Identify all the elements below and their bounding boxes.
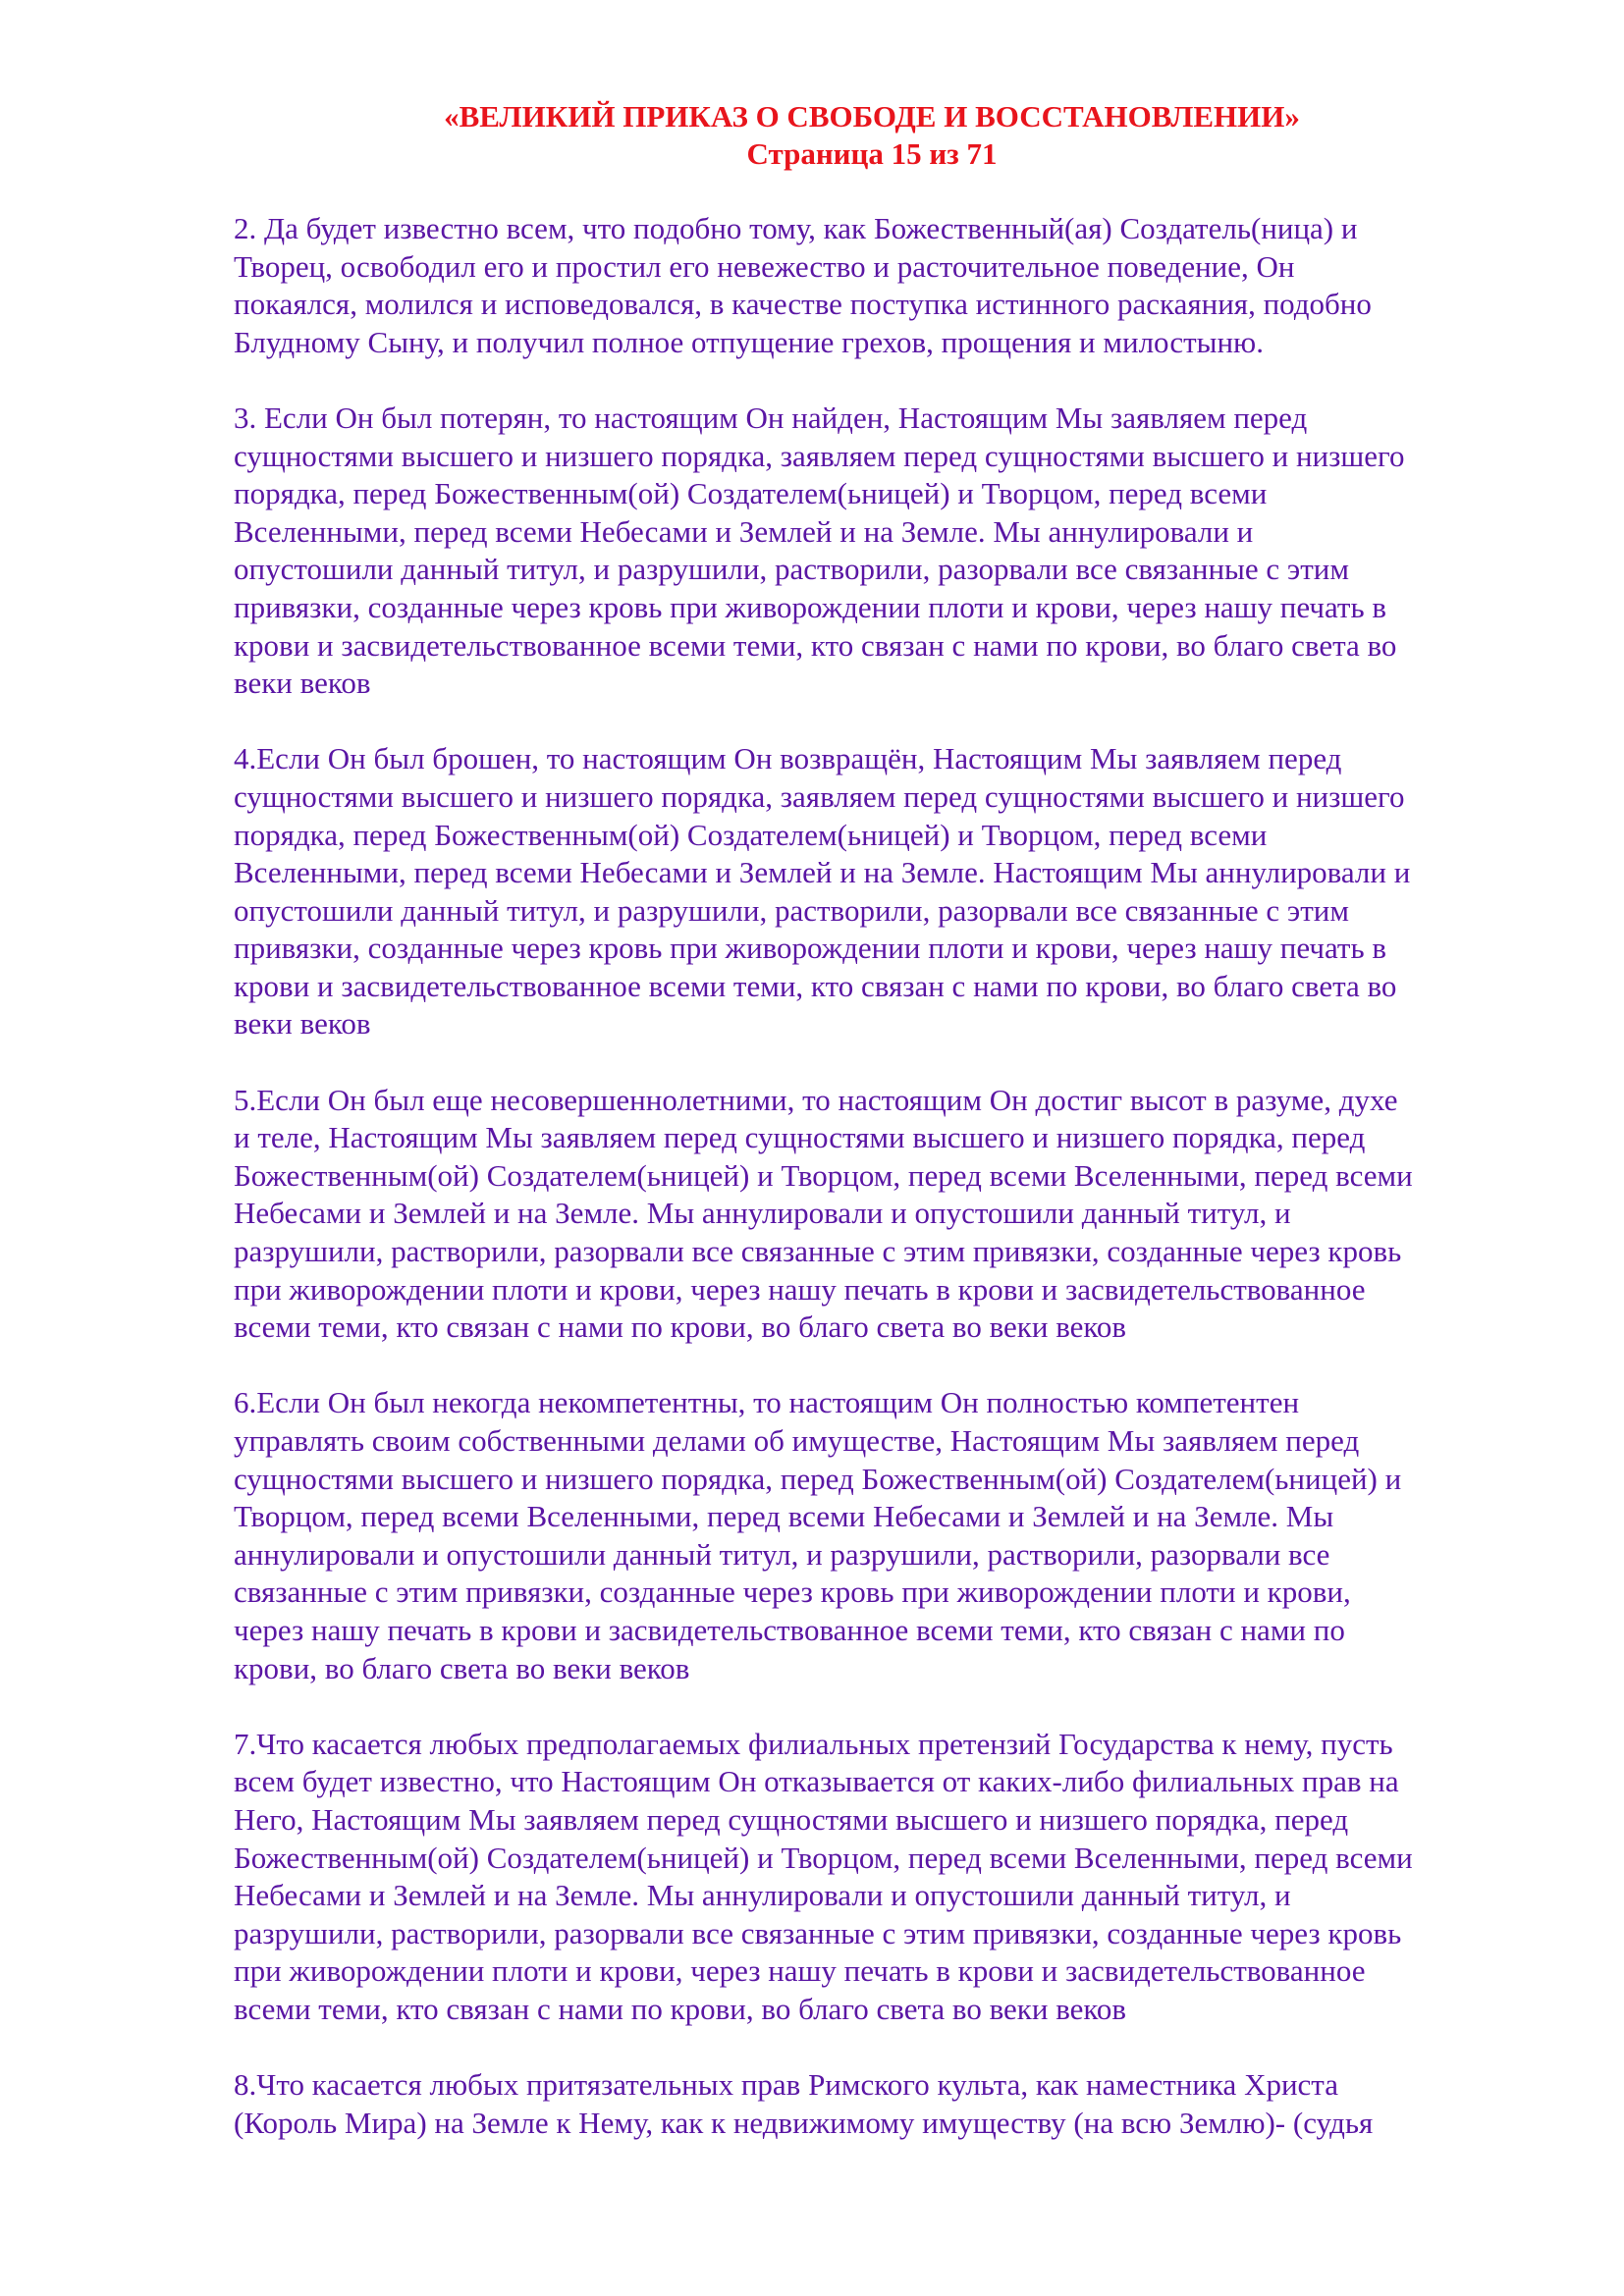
paragraph-line: веки веков	[234, 666, 371, 701]
paragraph-line: аннулировали и опустошили данный титул, и разрушили, растворили, разорвали все	[234, 1536, 1330, 1572]
paragraph	[234, 1726, 1530, 2029]
paragraph-line: сущностями высшего и низшего порядка, заявляем перед сущностями высшего и низшего	[234, 438, 1405, 473]
paragraph-line: привязки, созданные через кровь при живорождении плоти и крови, через нашу печать в	[234, 589, 1387, 624]
paragraph-line: крови и засвидетельствованное всеми теми, кто связан с нами по крови, во благо света во	[234, 627, 1397, 663]
paragraph-line: Божественным(ой) Создателем(ьницей) и Творцом, перед всеми Вселенными, перед всеми	[234, 1840, 1413, 1875]
paragraph	[234, 1082, 1530, 1347]
paragraph-line: 2. Да будет известно всем, что подобно тому, как Божественный(ая) Создатель(ница) и	[234, 211, 1358, 245]
paragraph-line: разрушили, растворили, разорвали все связанные с этим привязки, созданные через кровь	[234, 1915, 1402, 1950]
paragraph-line: Божественным(ой) Создателем(ьницей) и Творцом, перед всеми Вселенными, перед всеми	[234, 1157, 1413, 1193]
paragraph-line: (Король Мира) на Земле к Нему, как к недвижимому имуществу (на всю Землю)- (судья	[234, 2105, 1374, 2140]
paragraph-line: 4.Если Он был брошен, то настоящим Он возвращён, Настоящим Мы заявляем перед	[234, 741, 1342, 776]
paragraph-line: Вселенными, перед всеми Небесами и Землей и на Земле. Настоящим Мы аннулировали и	[234, 855, 1411, 890]
paragraph-line: Блудному Сыну, и получил полное отпущение грехов, прощения и милостыню.	[234, 324, 1264, 359]
document-title: «ВЕЛИКИЙ ПРИКАЗ О СВОБОДЕ И ВОССТАНОВЛЕНИИ»	[444, 99, 1300, 133]
paragraph-line: Творцом, перед всеми Вселенными, перед всеми Небесами и Землей и на Земле. Мы	[234, 1499, 1334, 1534]
paragraph	[234, 400, 1530, 703]
paragraph-line: опустошили данный титул, и разрушили, растворили, разорвали все связанные с этим	[234, 552, 1349, 587]
paragraph	[234, 210, 1530, 361]
paragraph-line: Него, Настоящим Мы заявляем перед сущностями высшего и низшего порядка, перед	[234, 1801, 1349, 1837]
page-header	[234, 98, 1510, 173]
paragraph-line: порядка, перед Божественным(ой) Создателем(ьницей) и Творцом, перед всеми	[234, 817, 1268, 852]
paragraph-line: всеми теми, кто связан с нами по крови, во благо света во веки веков	[234, 1309, 1127, 1345]
paragraph-line: 8.Что касается любых притязательных прав Римского культа, как наместника Христа	[234, 2067, 1338, 2103]
paragraph	[234, 2066, 1530, 2142]
paragraph-line: опустошили данный титул, и разрушили, растворили, разорвали все связанные с этим	[234, 892, 1349, 928]
paragraph-line: 3. Если Он был потерян, то настоящим Он найден, Настоящим Мы заявляем перед	[234, 400, 1308, 435]
paragraph-line: покаялся, молился и исповедовался, в качестве поступка истинного раскаяния, подобно	[234, 287, 1372, 322]
paragraph	[234, 1384, 1530, 1687]
paragraph-line: порядка, перед Божественным(ой) Создателем(ьницей) и Творцом, перед всеми	[234, 476, 1268, 511]
paragraph-line: крови и засвидетельствованное всеми теми, кто связан с нами по крови, во благо света во	[234, 968, 1397, 1003]
paragraph-line: всем будет известно, что Настоящим Он отказывается от каких-либо филиальных прав на	[234, 1764, 1399, 1799]
paragraph-line: сущностями высшего и низшего порядка, заявляем перед сущностями высшего и низшего	[234, 778, 1405, 814]
paragraph-line: Небесами и Землей и на Земле. Мы аннулировали и опустошили данный титул, и	[234, 1878, 1291, 1913]
paragraph-line: и теле, Настоящим Мы заявляем перед сущностями высшего и низшего порядка, перед	[234, 1120, 1366, 1155]
document-body	[234, 210, 1530, 2180]
paragraph-line: крови, во благо света во веки веков	[234, 1650, 690, 1685]
paragraph-line: веки веков	[234, 1006, 371, 1041]
paragraph-line: 5.Если Он был еще несовершеннолетними, то настоящим Он достиг высот в разуме, духе	[234, 1082, 1398, 1117]
paragraph-line: привязки, созданные через кровь при живорождении плоти и крови, через нашу печать в	[234, 931, 1387, 966]
paragraph-line: 6.Если Он был некогда некомпетентны, то настоящим Он полностью компетентен	[234, 1385, 1300, 1420]
page-number-label: Страница 15 из 71	[746, 136, 998, 171]
paragraph-line: всеми теми, кто связан с нами по крови, во благо света во веки веков	[234, 1991, 1127, 2026]
paragraph-line: Небесами и Землей и на Земле. Мы аннулировали и опустошили данный титул, и	[234, 1196, 1291, 1231]
paragraph-line: Творец, освободил его и простил его невежество и расточительное поведение, Он	[234, 248, 1295, 284]
paragraph-line: сущностями высшего и низшего порядка, перед Божественным(ой) Создателем(ьницей) и	[234, 1461, 1402, 1496]
paragraph-line: при живорождении плоти и крови, через нашу печать в крови и засвидетельствованное	[234, 1271, 1366, 1307]
paragraph-line: при живорождении плоти и крови, через нашу печать в крови и засвидетельствованное	[234, 1953, 1366, 1989]
paragraph-line: 7.Что касается любых предполагаемых филиальных претензий Государства к нему, пусть	[234, 1726, 1393, 1761]
paragraph-line: управлять своим собственными делами об имуществе, Настоящим Мы заявляем перед	[234, 1423, 1360, 1458]
paragraph-line: связанные с этим привязки, созданные через кровь при живорождении плоти и крови,	[234, 1575, 1351, 1610]
paragraph-line: Вселенными, перед всеми Небесами и Землей и на Земле. Мы аннулировали и	[234, 513, 1254, 549]
paragraph-line: через нашу печать в крови и засвидетельствованное всеми теми, кто связан с нами по	[234, 1612, 1345, 1647]
paragraph	[234, 740, 1530, 1043]
paragraph-line: разрушили, растворили, разорвали все связанные с этим привязки, созданные через кровь	[234, 1234, 1402, 1269]
